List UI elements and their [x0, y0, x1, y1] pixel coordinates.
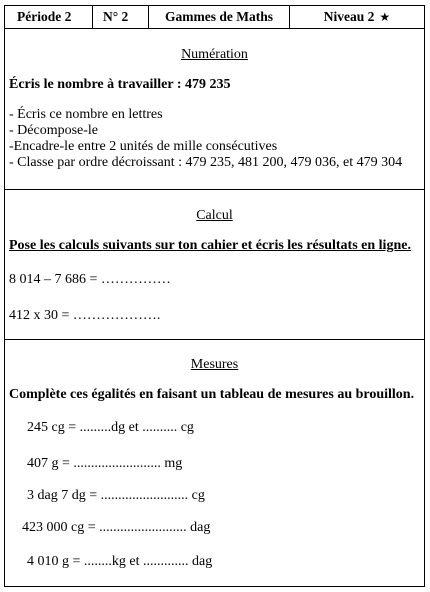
measure-line: 3 dag 7 dg = ......................... cg	[27, 488, 205, 503]
calc-line: 8 014 – 7 686 = ……………	[9, 272, 171, 287]
sheet-number: N° 2	[93, 6, 149, 28]
mesures-lead: Complète ces égalités en faisant un tableau de mesures au brouillon.	[9, 387, 415, 402]
measure-line: 245 cg = .........dg et .......... cg	[27, 420, 194, 435]
measure-line: 407 g = ......................... mg	[27, 456, 183, 471]
numeration-title: Numération	[181, 47, 248, 62]
task-item: -Encadre-le entre 2 unités de mille consécutives	[9, 139, 278, 154]
sheet-title: Gammes de Maths	[149, 6, 290, 28]
star-icon: ★	[379, 10, 391, 24]
period-label: Période 2	[5, 6, 93, 28]
calcul-lead: Pose les calculs suivants sur ton cahier et écris les résultats en ligne.	[9, 238, 411, 253]
worksheet	[4, 5, 425, 587]
measure-line: 423 000 cg = ......................... dag	[22, 520, 211, 535]
numeration-section	[5, 28, 424, 190]
measure-line: 4 010 g = ........kg et ............. dag	[27, 554, 213, 569]
numeration-task-list	[5, 107, 424, 171]
calcul-section	[5, 190, 424, 340]
header-row	[5, 6, 424, 29]
level-cell	[290, 6, 424, 28]
mesures-section	[5, 340, 424, 587]
mesures-title: Mesures	[190, 357, 239, 372]
numeration-lead: Écris le nombre à travailler : 479 235	[9, 77, 231, 92]
calc-line: 412 x 30 = ……………….	[9, 308, 161, 323]
level-label: Niveau 2	[323, 9, 375, 24]
task-item: - Décompose-le	[9, 123, 99, 138]
calcul-title: Calcul	[196, 208, 233, 223]
task-item: - Classe par ordre décroissant : 479 235, 481 200, 479 036, et 479 304	[9, 155, 403, 170]
task-item: - Écris ce nombre en lettres	[9, 107, 163, 122]
